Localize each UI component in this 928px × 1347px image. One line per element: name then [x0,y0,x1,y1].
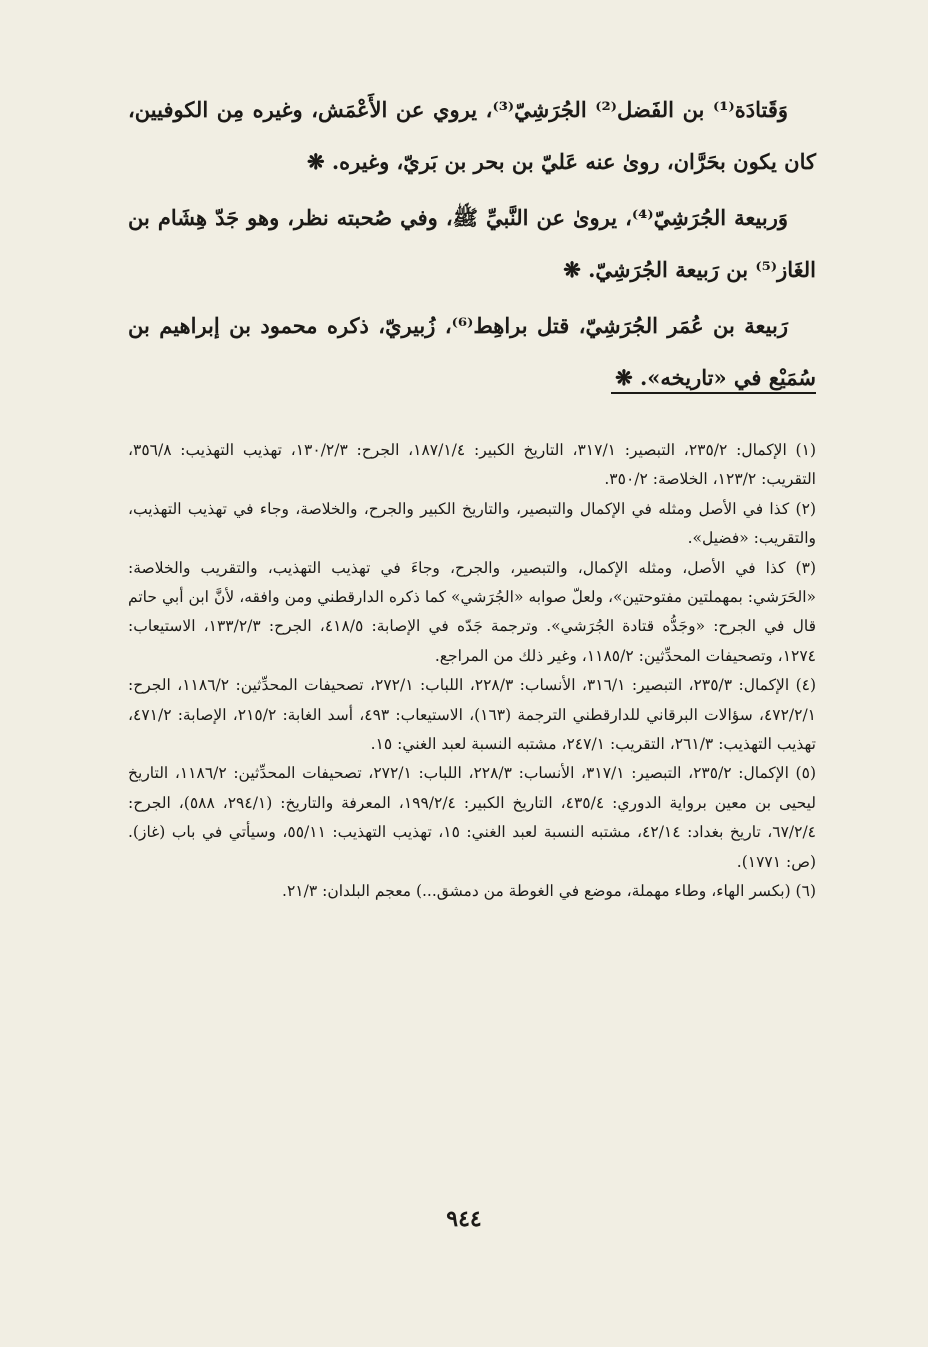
main-text [128,84,816,408]
footnote-1: (١) الإكمال: ٢٣٥/٢، التبصير: ٣١٧/١، التاريخ الكبير: ١٨٧/١/٤، الجرح: ١٣٠/٢/٣، تهذيب التهذيب: ٣٥٦/٨، التقريب: ١٢٣/٢، الخلاصة: ٣٥٠/٢. [128,441,816,489]
footnote-3: (٣) كذا في الأصل، ومثله الإكمال، والتبصير، والجرح، وجاءَ في تهذيب التهذيب، والتقريب والخلاصة: «الحَرَشي: بمهملتين مفتوحتين»، ولعلّ صوابه «الجُرَشي» كما ذكره الدارقطني ومن وافقه، لأنَّ ابن أبي حاتم قال في الجرح: «وجَدُّه قتادة الجُرَشي». وترجمة جَدّه في الإصابة: ٤١٨/٥، الجرح: ١٣٣/٢/٣، الاستيعاب: ١٢٧٤، وتصحيفات المحدِّثين: ١١٨٥/٢، وغير ذلك من المراجع. [128,558,816,665]
entry-rabia-ibn-umar: رَبيعة بن عُمَر الجُرَشِيّ، قتل براهِط⁽⁶⁾، زُبيريّ، ذكره محمود بن إبراهيم بن سُمَيْع في «تاريخه». ❋ [128,313,816,390]
footnote-2: (٢) كذا في الأصل ومثله في الإكمال والتبصير، والتاريخ الكبير والجرح، والخلاصة، وجاء في تهذيب التهذيب، والتقريب: «فضيل». [128,499,816,548]
footnote-4: (٤) الإكمال: ٢٣٥/٣، التبصير: ٣١٦/١، الأنساب: ٢٢٨/٣، اللباب: ٢٧٢/١، تصحيفات المحدِّثين: ١١٨٦/٢، الجرح: ٤٧٢/٢/١، سؤالات البرقاني للدارقطني الترجمة (١٦٣)، الاستيعاب: ٤٩٣، أسد الغابة: ٢١٥/٢، الإصابة: ٤٧١/٢، تهذيب التهذيب: ٢٦١/٣، التقريب: ٢٤٧/١، مشتبه النسبة لعبد الغني: ١٥. [128,676,817,754]
footnote-separator [611,392,816,394]
entry-qatada: وَقَتادَة⁽¹⁾ بن الفَضل⁽²⁾ الجُرَشِيّ⁽³⁾، يروي عن الأَعْمَش، وغيره مِن الكوفيين، كان يكون بحَرَّان، روىٰ عنه عَليّ بن بحر بن بَريّ، وغيره. ❋ [128,97,816,174]
entry-rabia: وَربيعة الجُرَشِيّ⁽⁴⁾، يروىٰ عن النَّبيِّ ﷺ، وفي صُحبته نظر، وهو جَدّ هِشَام بن الغَاز⁽⁵⁾ بن رَبيعة الجُرَشِيّ. ❋ [128,205,816,282]
footnote-5: (٥) الإكمال: ٢٣٥/٢، التبصير: ٣١٧/١، الأنساب: ٢٢٨/٣، اللباب: ٢٧٢/١، تصحيفات المحدِّثين: ١١٨٦/٢، التاريخ ليحيى بن معين برواية الدوري: ٤٣٥/٤، التاريخ الكبير: ١٩٩/٢/٤، المعرفة والتاريخ: (٢٩٤/١، ٥٨٨)، الجرح: ٦٧/٢/٤، تاريخ بغداد: ٤٢/١٤، مشتبه النسبة لعبد الغني: ١٥، تهذيب التهذيب: ٥٥/١١، وسيأتي في باب (غاز). (ص: ١٧٧١). [128,764,817,871]
footnote-6: (٦) (بكسر الهاء، وطاء مهملة، موضع في الغوطة من دمشق...) معجم البلدان: ٢١/٣. [282,882,816,901]
footnotes [128,436,816,907]
page-number: ٩٤٤ [446,1206,482,1232]
